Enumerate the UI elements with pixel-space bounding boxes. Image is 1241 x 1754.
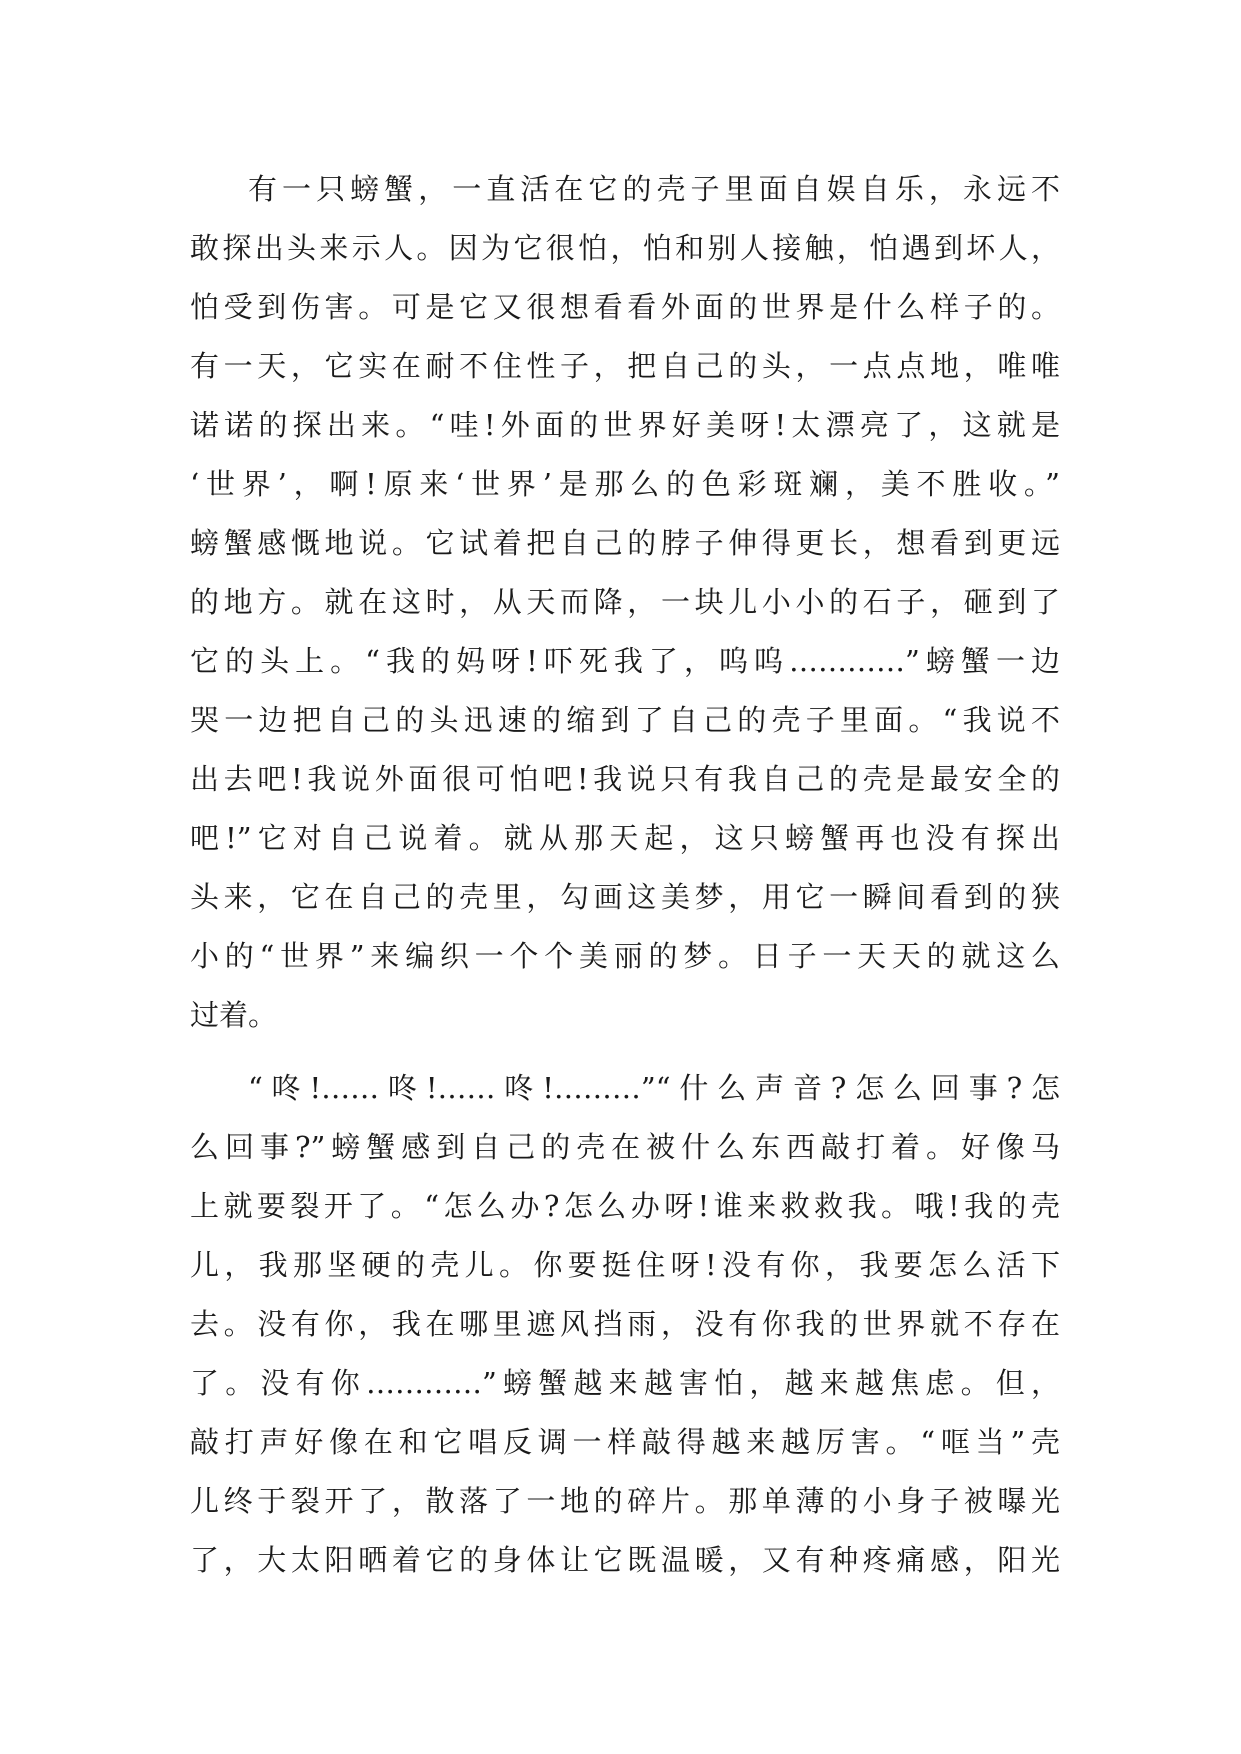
text-line: 头来，它在自己的壳里，勾画这美梦，用它一瞬间看到的狭	[190, 880, 1060, 914]
text-line: 上就要裂开了。“怎么办?怎么办呀!谁来救救我。哦!我的壳	[190, 1189, 1060, 1223]
text-line: 敢探出头来示人。因为它很怕，怕和别人接触，怕遇到坏人，	[190, 231, 1060, 265]
text-line: 有一天，它实在耐不住性子，把自己的头，一点点地，唯唯	[190, 349, 1060, 383]
paragraph-1	[190, 160, 1060, 1045]
text-line: 儿终于裂开了，散落了一地的碎片。那单薄的小身子被曝光	[190, 1484, 1060, 1518]
text-line: 怕受到伤害。可是它又很想看看外面的世界是什么样子的。	[190, 290, 1060, 324]
text-line: 了。没有你…………”螃蟹越来越害怕，越来越焦虑。但，	[190, 1366, 1060, 1400]
text-line: 螃蟹感慨地说。它试着把自己的脖子伸得更长，想看到更远	[190, 526, 1060, 560]
text-line: 有一只螃蟹，一直活在它的壳子里面自娱自乐，永远不	[248, 172, 1060, 206]
text-line: “咚!……咚!……咚!………”“什么声音?怎么回事?怎	[248, 1071, 1060, 1105]
text-line: 么回事?”螃蟹感到自己的壳在被什么东西敲打着。好像马	[190, 1130, 1060, 1164]
text-line: 了，大太阳晒着它的身体让它既温暖，又有种疼痛感，阳光	[190, 1543, 1060, 1577]
text-line: 的地方。就在这时，从天而降，一块儿小小的石子，砸到了	[190, 585, 1060, 619]
text-line: 哭一边把自己的头迅速的缩到了自己的壳子里面。“我说不	[190, 703, 1060, 737]
text-line: 诺诺的探出来。“哇!外面的世界好美呀!太漂亮了，这就是	[190, 408, 1060, 442]
text-line: 小的“世界”来编织一个个美丽的梦。日子一天天的就这么	[190, 939, 1060, 973]
paragraph-spacer	[190, 1045, 1060, 1059]
text-line: ‘世界’，啊!原来‘世界’是那么的色彩斑斓，美不胜收。”	[190, 467, 1060, 501]
text-line: 它的头上。“我的妈呀!吓死我了，呜呜…………”螃蟹一边	[190, 644, 1060, 678]
text-line: 吧!”它对自己说着。就从那天起，这只螃蟹再也没有探出	[190, 821, 1060, 855]
text-line: 敲打声好像在和它唱反调一样敲得越来越厉害。“哐当”壳	[190, 1425, 1060, 1459]
text-line: 儿，我那坚硬的壳儿。你要挺住呀!没有你，我要怎么活下	[190, 1248, 1060, 1282]
body-text	[190, 160, 1060, 1590]
text-line: 过着。	[190, 998, 278, 1032]
text-line: 去。没有你，我在哪里遮风挡雨，没有你我的世界就不存在	[190, 1307, 1060, 1341]
text-line: 出去吧!我说外面很可怕吧!我说只有我自己的壳是最安全的	[190, 762, 1060, 796]
paragraph-2	[190, 1059, 1060, 1590]
